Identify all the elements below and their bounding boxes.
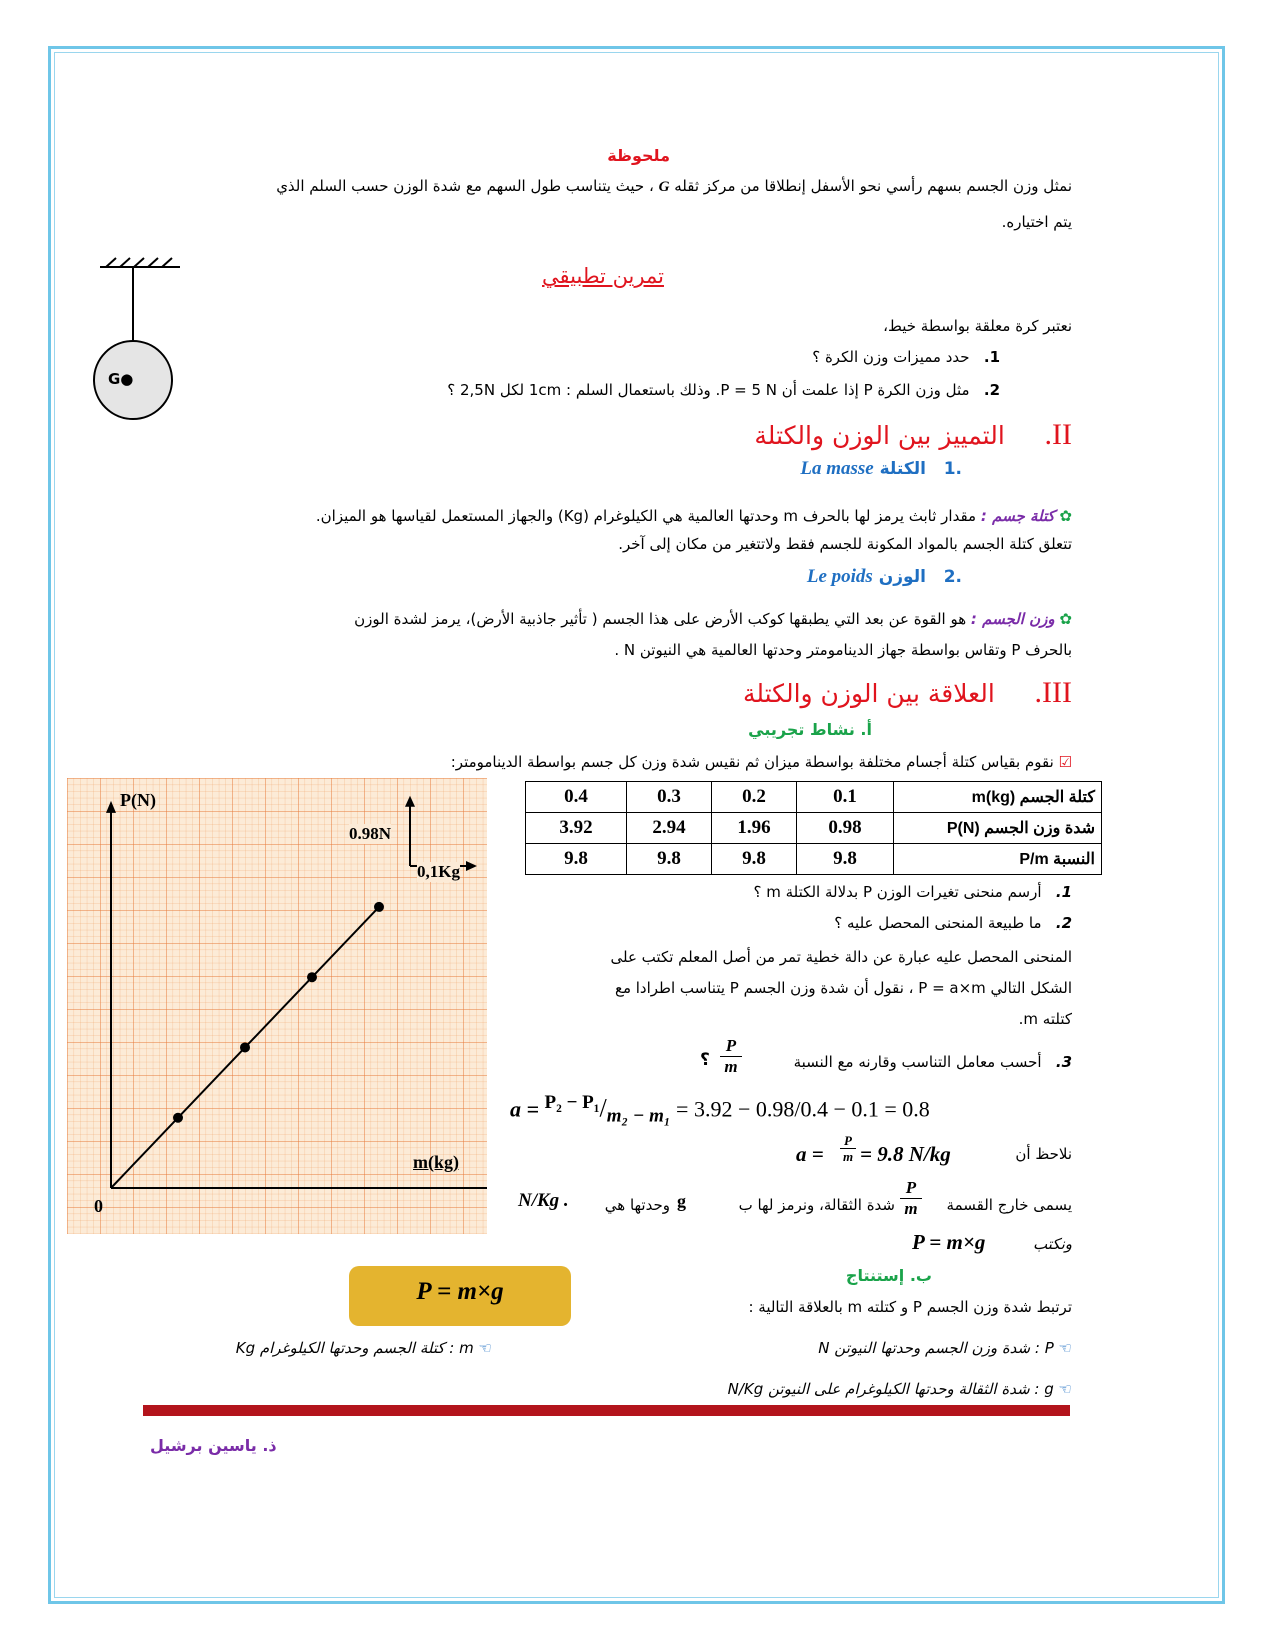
legend-p-text: P : شدة وزن الجسم وحدتها النيوتن N [818,1339,1054,1357]
answer2-line-1: المنحنى المحصل عليه عبارة عن دالة خطية تمر من أصل المعلم تكتب على [610,948,1072,966]
footer-divider [143,1405,1070,1416]
pointing-hand-icon: ☜ [1058,1380,1072,1398]
table-cell: 0.4 [526,782,627,813]
x-axis-label: m(kg) [413,1152,459,1172]
noting-equation: = 9.8 N/kg [860,1142,951,1166]
gravity-text-c: وحدتها هي [604,1196,670,1214]
activity-text [300,750,1072,774]
calc-denominator: m₂ − m₁ [606,1105,671,1127]
section2-numeral: II. [1044,418,1072,451]
coefficient-calculation: $a = ^{P_2 - P_1}/_{m_2 - m_1} = 3.92 - 0.98/0.4 - 0.1 = 0.8$ [510,1092,930,1127]
conclusion-text: ترتبط شدة وزن الجسم P و كتلته m بالعلاقة التالية : [748,1298,1072,1316]
origin-label: 0 [94,1196,103,1216]
table-cell: 0.2 [712,782,797,813]
section3-heading [660,676,1072,710]
section3-numeral: III. [1034,676,1072,709]
answer2-line-3: كتلته m. [1018,1010,1072,1028]
table-row [526,813,1102,844]
subsection-weight-ar: الوزن [878,567,926,587]
author-signature: ذ. ياسين برشيل [150,1436,277,1455]
exercise-q2 [300,378,1000,402]
activity-q1-number: 1. [1055,883,1072,901]
subsection-mass-ar: الكتلة [879,459,926,479]
gravity-text-b: شدة الثقالة، ونرمز لها ب [738,1196,895,1214]
bullet-icon: ✿ [1059,610,1072,628]
x-scale-label: 0,1Kg [417,862,460,881]
exercise-q1-text: حدد مميزات وزن الكرة ؟ [812,348,970,366]
exercise-title: تمرين تطبيقي [542,264,664,288]
legend-g [560,1377,1072,1401]
mass-definition-text: مقدار ثابث يرمز لها بالحرف m وحدتها العالمية هي الكيلوغرام (Kg) والجهاز المستعمل لقياسها هو الميزان. [315,507,977,525]
q3-fraction-numerator: P [725,1036,737,1055]
activity-q2 [520,911,1072,935]
write-equation: P = m×g [912,1230,986,1254]
calc-result: = 3.92 − 0.98/0.4 − 0.1 = 0.8 [676,1096,930,1122]
note-symbol-g: G [658,179,670,195]
table-cell: 2.94 [627,813,712,844]
subsection-activity-heading: أ. نشاط تجريبي [748,720,872,739]
exercise-q1-number: 1. [983,348,1000,366]
exercise-q2-number: 2. [983,381,1000,399]
noting-prefix: نلاحظ أن [1015,1145,1072,1163]
activity-q3-number: 3. [1055,1053,1072,1071]
note-text-b: ، حيث يتناسب طول السهم مع شدة الوزن حسب السلم الذي [276,177,654,195]
mass-line-2: تتعلق كتلة الجسم بالمواد المكونة للجسم فقط ولاتتغير من مكان إلى آخر. [618,535,1072,553]
noting-fraction-numerator: P [844,1133,852,1148]
table-row-header: النسبة P/m [894,844,1102,875]
legend-p [580,1336,1072,1360]
table-cell: 9.8 [526,844,627,875]
legend-m-text: m : كتلة الجسم وحدتها الكيلوغرام Kg [235,1339,474,1357]
pointing-hand-icon: ☜ [1058,1339,1072,1357]
exercise-q2-text: مثل وزن الكرة P إذا علمت أن P = 5 N. وذلك باستعمال السلم : 1cm لكل 2,5N ؟ [447,381,970,399]
y-scale-label: 0.98N [349,824,392,843]
data-point [374,902,384,912]
activity-q3-text: أحسب معامل التناسب وقارنه مع النسبة [793,1053,1042,1071]
calc-numerator: P₂ − P₁ [544,1092,600,1113]
table-cell: 9.8 [797,844,894,875]
table-cell: 3.92 [526,813,627,844]
table-cell: 0.1 [797,782,894,813]
gravity-fraction [900,1178,922,1219]
ceiling-hatching [106,258,172,267]
exercise-intro: نعتبر كرة معلقة بواسطة خيط، [883,317,1072,335]
section3-title: العلاقة بين الوزن والكتلة [742,679,995,708]
pointing-hand-icon: ☜ [478,1339,492,1357]
note-title: ملحوظة [607,146,670,165]
subsection-conclusion-heading: ب. إستنتاج [845,1266,932,1285]
exercise-q1 [600,345,1000,369]
section2-title: التمييز بين الوزن والكتلة [754,421,1005,450]
mass-term: كتلة جسم : [980,507,1055,525]
bullet-icon: ✿ [1059,507,1072,525]
legend-g-text: g : شدة الثقالة وحدتها الكيلوغرام على النيوتن N/Kg [727,1380,1054,1398]
answer2-line-2: الشكل التالي P = a×m ، نقول أن شدة وزن الجسم P يتناسب اطرادا مع [614,979,1072,997]
mass-definition [140,504,1072,528]
note-line-1 [140,174,1072,199]
weight-line-2: بالحرف P وتقاس بواسطة جهاز الدينامومتر وحدتها العالمية هي النيوتن N . [614,641,1072,659]
data-point [240,1042,250,1052]
table-cell: 0.98 [797,813,894,844]
data-table [525,781,1102,875]
q3-fraction [720,1036,742,1077]
subsection-weight-number: .2 [943,567,962,587]
section2-heading [660,418,1072,452]
calc-a: a = [510,1096,540,1122]
subsection-mass-number: .1 [943,459,962,479]
noting-a: a = [796,1142,824,1166]
note-line-2: يتم اختياره. [1001,213,1072,231]
hanging-ball-figure [92,252,182,424]
table-row-header: شدة وزن الجسم (P(N [894,813,1102,844]
activity-q1-text: أرسم منحنى تغيرات الوزن P بدلالة الكتلة m ؟ [753,883,1042,901]
subsection-weight-fr: Le poids [806,566,873,587]
gravity-fraction-numerator: P [905,1178,917,1197]
subsection-weight-heading [700,566,962,588]
gravity-unit: N/Kg . [518,1190,569,1211]
subsection-mass-heading [700,458,962,480]
table-row-header: كتلة الجسم (m(kg [894,782,1102,813]
subsection-mass-fr: La masse [800,458,874,479]
activity-description: نقوم بقياس كتلة أجسام مختلفة بواسطة ميزان ثم نقيس شدة وزن كل جسم بواسطة الدينامومتر: [450,753,1054,771]
gravity-fraction-denominator: m [900,1198,922,1219]
formula-box-text: P = m×g [416,1278,504,1305]
activity-q2-text: ما طبيعة المنحنى المحصل عليه ؟ [834,914,1042,932]
legend-m [130,1336,492,1360]
table-cell: 1.96 [712,813,797,844]
write-prefix: ونكتب [1033,1235,1072,1253]
q3-end-mark: ؟ [700,1050,710,1070]
note-text-a: نمثل وزن الجسم بسهم رأسي نحو الأسفل إنطلاقا من مركز ثقله [674,177,1072,195]
weight-definition [140,607,1072,631]
noting-fraction [840,1133,856,1164]
weight-definition-text: هو القوة عن بعد التي يطبقها كوكب الأرض على هذا الجسم ( تأثير جاذبية الأرض)، يرمز لشدة الوزن [354,610,967,628]
activity-q3 [600,1050,1072,1074]
activity-q2-number: 2. [1055,914,1072,932]
table-cell: 9.8 [712,844,797,875]
noting-fraction-denominator: m [840,1148,856,1164]
table-cell: 9.8 [627,844,712,875]
q3-fraction-denominator: m [720,1056,742,1077]
table-row [526,844,1102,875]
ball-label: G● [108,370,134,388]
activity-q1 [520,880,1072,904]
gravity-text-a: يسمى خارج القسمة [946,1196,1072,1214]
checkbox-icon: ☑ [1058,753,1072,771]
weight-term: وزن الجسم : [970,610,1055,628]
gravity-symbol: g [677,1191,686,1211]
data-point [173,1113,183,1123]
y-axis-label: P(N) [120,790,156,810]
table-row [526,782,1102,813]
data-point [307,972,317,982]
table-cell: 0.3 [627,782,712,813]
